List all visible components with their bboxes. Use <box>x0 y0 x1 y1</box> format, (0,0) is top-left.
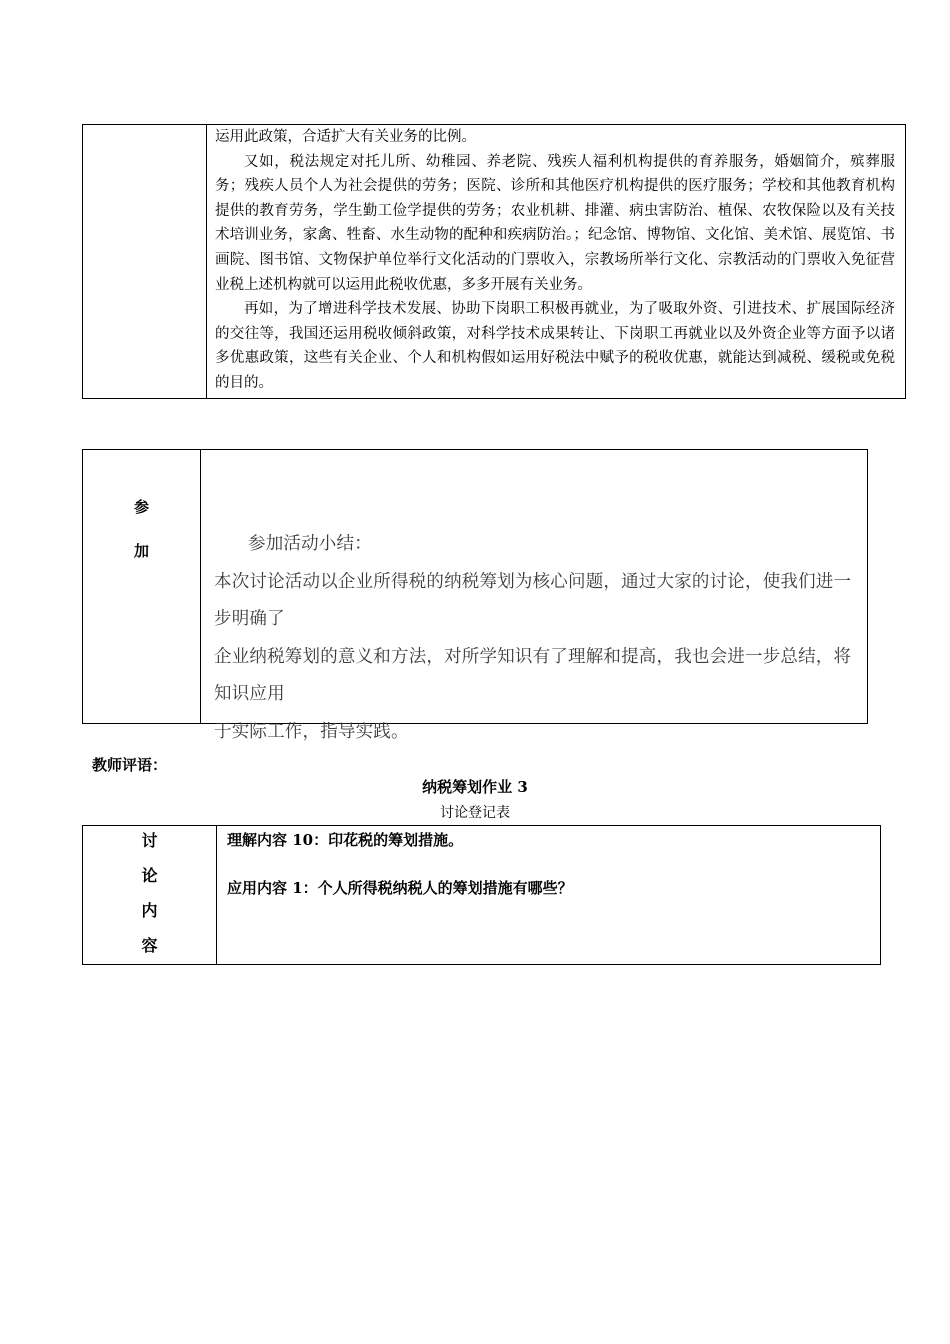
label-char: 内 <box>141 901 158 920</box>
teacher-comment-label: 教师评语： <box>92 756 168 774</box>
summary-line: 于实际工作，指导实践。 <box>214 721 409 742</box>
continuation-label-cell <box>83 125 207 399</box>
discussion-label-cell <box>83 826 217 965</box>
label-char: 论 <box>141 866 158 885</box>
continuation-table <box>82 124 906 399</box>
participation-table <box>82 449 868 742</box>
label-char: 参 <box>133 498 149 516</box>
discussion-content-cell <box>217 826 881 965</box>
label-char: 加 <box>133 542 149 560</box>
discussion-table <box>82 825 881 965</box>
summary-line: 企业纳税筹划的意义和方法，对所学知识有了理解和提高，我也会进一步总结，将知识应用 <box>214 646 852 704</box>
label-char: 容 <box>141 936 158 955</box>
summary-block <box>214 526 864 751</box>
paragraph: 又如，税法规定对托儿所、幼稚园、养老院、残疾人福利机构提供的育养服务，婚姻简介，殡葬服务；残疾人员个人为社会提供的劳务；医院、诊所和其他医疗机构提供的医疗服务；学校和其他教育机构提供的教育劳务，学生勤工俭学提供的劳务；农业机耕、排灌、病虫害防治、植保、农牧保险以及有关技术培训业务，家禽、牲畜、水生动物的配种和疾病防治。；纪念馆、博物馆、文化馆、美术馆、展览馆、书画院、图书馆、文物保护单位举行文化活动的门票收入，宗教场所举行文化、宗教活动的门票收入免征营业税上述机构就可以运用此税收优惠，多多开展有关业务。 <box>215 153 895 293</box>
paragraph: 再如，为了增进科学技术发展、协助下岗职工积极再就业，为了吸取外资、引进技术、扩展国际经济的交往等，我国还运用税收倾斜政策，对科学技术成果转让、下岗职工再就业以及外资企业等方面予以诸多优惠政策，这些有关企业、个人和机构假如运用好税法中赋予的税收优惠，就能达到减税、缓税或免税的目的。 <box>215 301 895 391</box>
section-title: 纳税筹划作业 3 <box>422 778 528 796</box>
paragraph: 运用此政策，合适扩大有关业务的比例。 <box>215 129 476 145</box>
continuation-content-cell <box>207 125 906 399</box>
summary-line: 本次讨论活动以企业所得税的纳税筹划为核心问题，通过大家的讨论，使我们进一步明确了 <box>214 571 852 629</box>
label-char: 讨 <box>141 831 158 850</box>
summary-cell <box>201 450 868 742</box>
summary-title: 参加活动小结： <box>248 534 372 554</box>
section-subtitle: 讨论登记表 <box>440 805 510 821</box>
discussion-line: 应用内容 1：个人所得税纳税人的筹划措施有哪些？ <box>227 879 573 897</box>
discussion-line: 理解内容 10：印花税的筹划措施。 <box>227 831 464 849</box>
participation-label-cell <box>83 450 201 724</box>
